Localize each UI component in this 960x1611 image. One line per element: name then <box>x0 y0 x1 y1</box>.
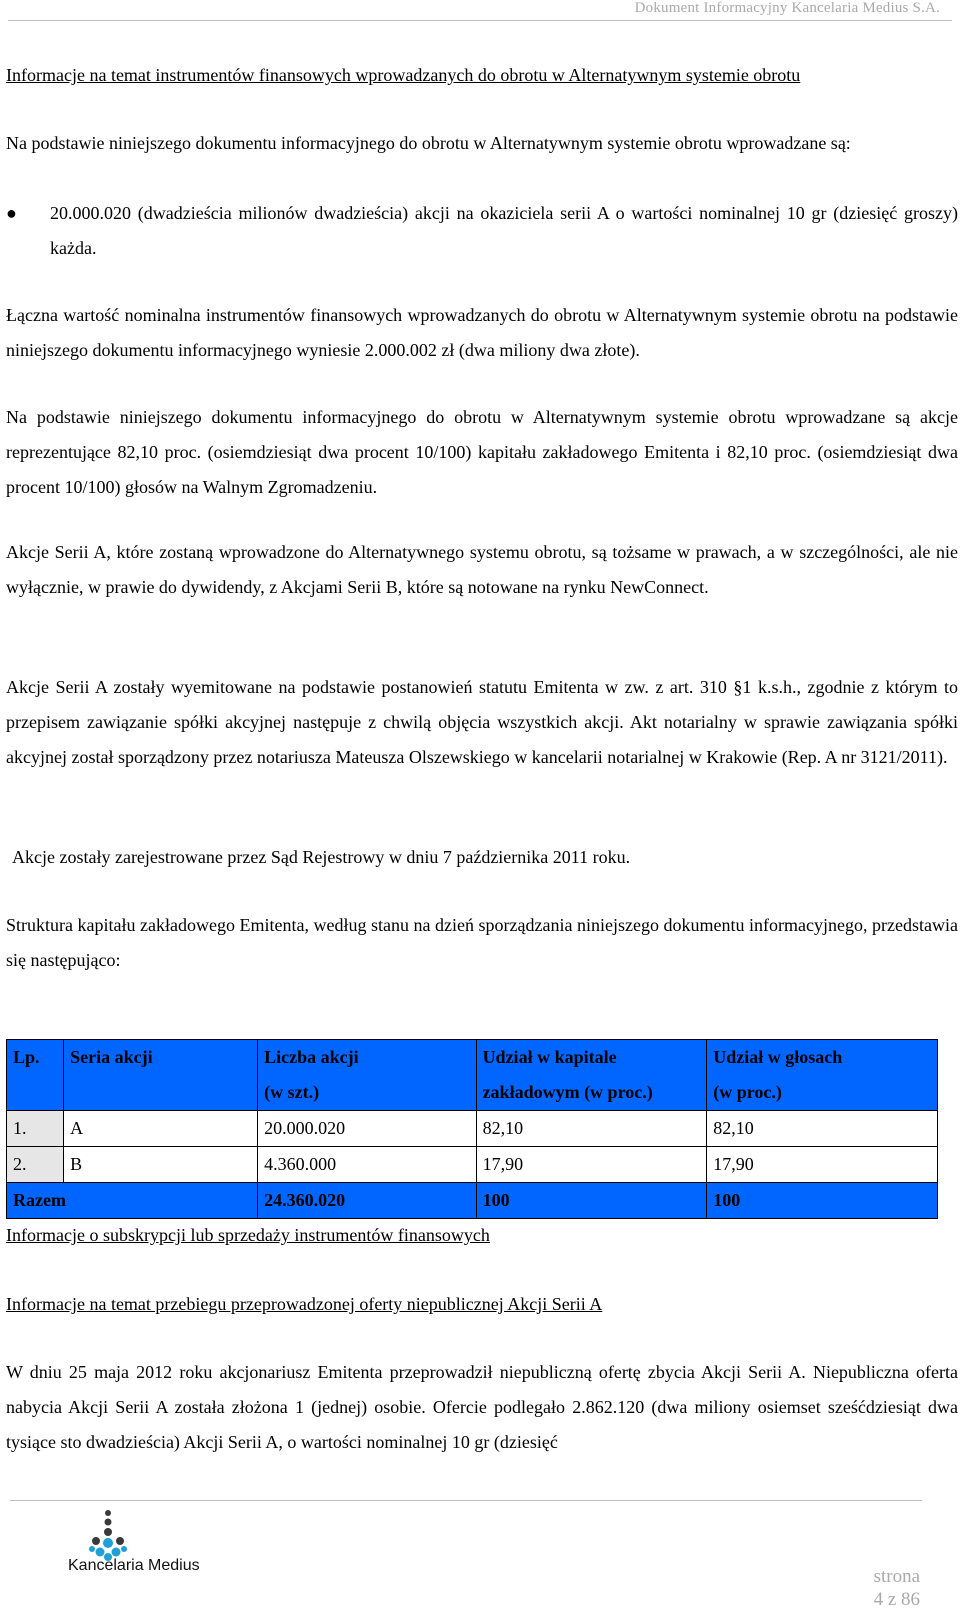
table-cell: 82,10 <box>476 1111 707 1147</box>
table-cell: 20.000.020 <box>258 1111 476 1147</box>
section-heading-instruments: Informacje na temat instrumentów finansowych wprowadzanych do obrotu w Alternatywnym systemie obrotu <box>6 65 801 85</box>
table-cell: 24.360.020 <box>258 1183 476 1219</box>
bullet-text: 20.000.020 (dwadzieścia milionów dwadzieścia) akcji na okaziciela serii A o wartości nominalnej 10 gr (dziesięć groszy) każda. <box>50 203 958 258</box>
capital-structure-table <box>6 1039 938 1219</box>
table-cell: 82,10 <box>707 1111 938 1147</box>
header-divider <box>8 20 952 21</box>
paragraph-capital-structure: Struktura kapitału zakładowego Emitenta, według stanu na dzień sporządzania niniejszego dokumentu informacyjnego, przedstawia się następująco: <box>6 915 958 970</box>
section-heading-subscription: Informacje o subskrypcji lub sprzedaży instrumentów finansowych <box>6 1225 490 1245</box>
table-header-cell: Seria akcji <box>64 1040 258 1111</box>
table-cell: 100 <box>476 1183 707 1219</box>
table-cell: 2. <box>7 1147 64 1183</box>
table-row <box>7 1147 938 1183</box>
logo-text: Kancelaria Medius <box>68 1557 200 1574</box>
table-cell: 17,90 <box>707 1147 938 1183</box>
section-heading-offer: Informacje na temat przebiegu przeprowadzonej oferty niepublicznej Akcji Serii A <box>6 1294 603 1314</box>
document-header-title: Dokument Informacyjny Kancelaria Medius S.A. <box>634 0 940 16</box>
page-count: 4 z 86 <box>873 1589 920 1610</box>
kancelaria-medius-logo-icon <box>62 1505 242 1605</box>
table-header-row <box>7 1040 938 1111</box>
page-label: strona <box>873 1566 920 1587</box>
table-cell: 4.360.000 <box>258 1147 476 1183</box>
footer-divider <box>10 1500 922 1501</box>
table-cell: 100 <box>707 1183 938 1219</box>
paragraph-registration: Akcje zostały zarejestrowane przez Sąd Rejestrowy w dniu 7 października 2011 roku. <box>12 847 631 867</box>
table-cell: B <box>64 1147 258 1183</box>
table-cell: 17,90 <box>476 1147 707 1183</box>
paragraph-introduced: Na podstawie niniejszego dokumentu informacyjnego do obrotu w Alternatywnym systemie obrotu wprowadzane są: <box>6 133 851 153</box>
table-header-cell: Liczba akcji (w szt.) <box>258 1040 476 1111</box>
table-cell: Razem <box>7 1183 258 1219</box>
bullet-item-series-a <box>6 196 958 266</box>
bullet-icon: ● <box>6 203 17 223</box>
table-header-cell: Udział w kapitale zakładowym (w proc.) <box>476 1040 707 1111</box>
table-row <box>7 1111 938 1147</box>
paragraph-nominal-value: Łączna wartość nominalna instrumentów finansowych wprowadzanych do obrotu w Alternatywnym systemie obrotu na podstawie niniejszego dokumentu informacyjnego wyniesie 2.000.002 zł (dwa miliony dwa złote). <box>6 305 958 360</box>
paragraph-offer: W dniu 25 maja 2012 roku akcjonariusz Emitenta przeprowadził niepubliczną ofertę zbycia Akcji Serii A. Niepubliczna oferta nabycia Akcji Serii A została złożona 1 (jednej) osobie. Ofercie podlegało 2.862.120 (dwa miliony osiemset sześćdziesiąt dwa tysiące sto dwadzieścia) Akcji Serii A, o wartości nominalnej 10 gr (dziesięć <box>6 1362 958 1452</box>
page-number <box>874 1565 920 1611</box>
table-header-cell: Lp. <box>7 1040 64 1111</box>
table-cell: 1. <box>7 1111 64 1147</box>
table-total-row <box>7 1183 938 1219</box>
table-header-cell: Udział w głosach (w proc.) <box>707 1040 938 1111</box>
paragraph-capital-share: Na podstawie niniejszego dokumentu informacyjnego do obrotu w Alternatywnym systemie obrotu wprowadzane są akcje reprezentujące 82,10 proc. (osiemdziesiąt dwa procent 10/100) kapitału zakładowego Emitenta i 82,10 proc. (osiemdziesiąt dwa procent 10/100) głosów na Walnym Zgromadzeniu. <box>6 407 958 497</box>
paragraph-rights: Akcje Serii A, które zostaną wprowadzone do Alternatywnego systemu obrotu, są tożsame w prawach, a w szczególności, ale nie wyłącznie, w prawie do dywidendy, z Akcjami Serii B, które są notowane na rynku NewConnect. <box>6 542 958 597</box>
table-cell: A <box>64 1111 258 1147</box>
paragraph-issuance: Akcje Serii A zostały wyemitowane na podstawie postanowień statutu Emitenta w zw. z art. 310 §1 k.s.h., zgodnie z którym to przepisem zawiązanie spółki akcyjnej następuje z chwilą objęcia wszystkich akcji. Akt notarialny w sprawie zawiązania spółki akcyjnej został sporządzony przez notariusza Mateusza Olszewskiego w kancelarii notarialnej w Krakowie (Rep. A nr 3121/2011). <box>6 677 958 767</box>
